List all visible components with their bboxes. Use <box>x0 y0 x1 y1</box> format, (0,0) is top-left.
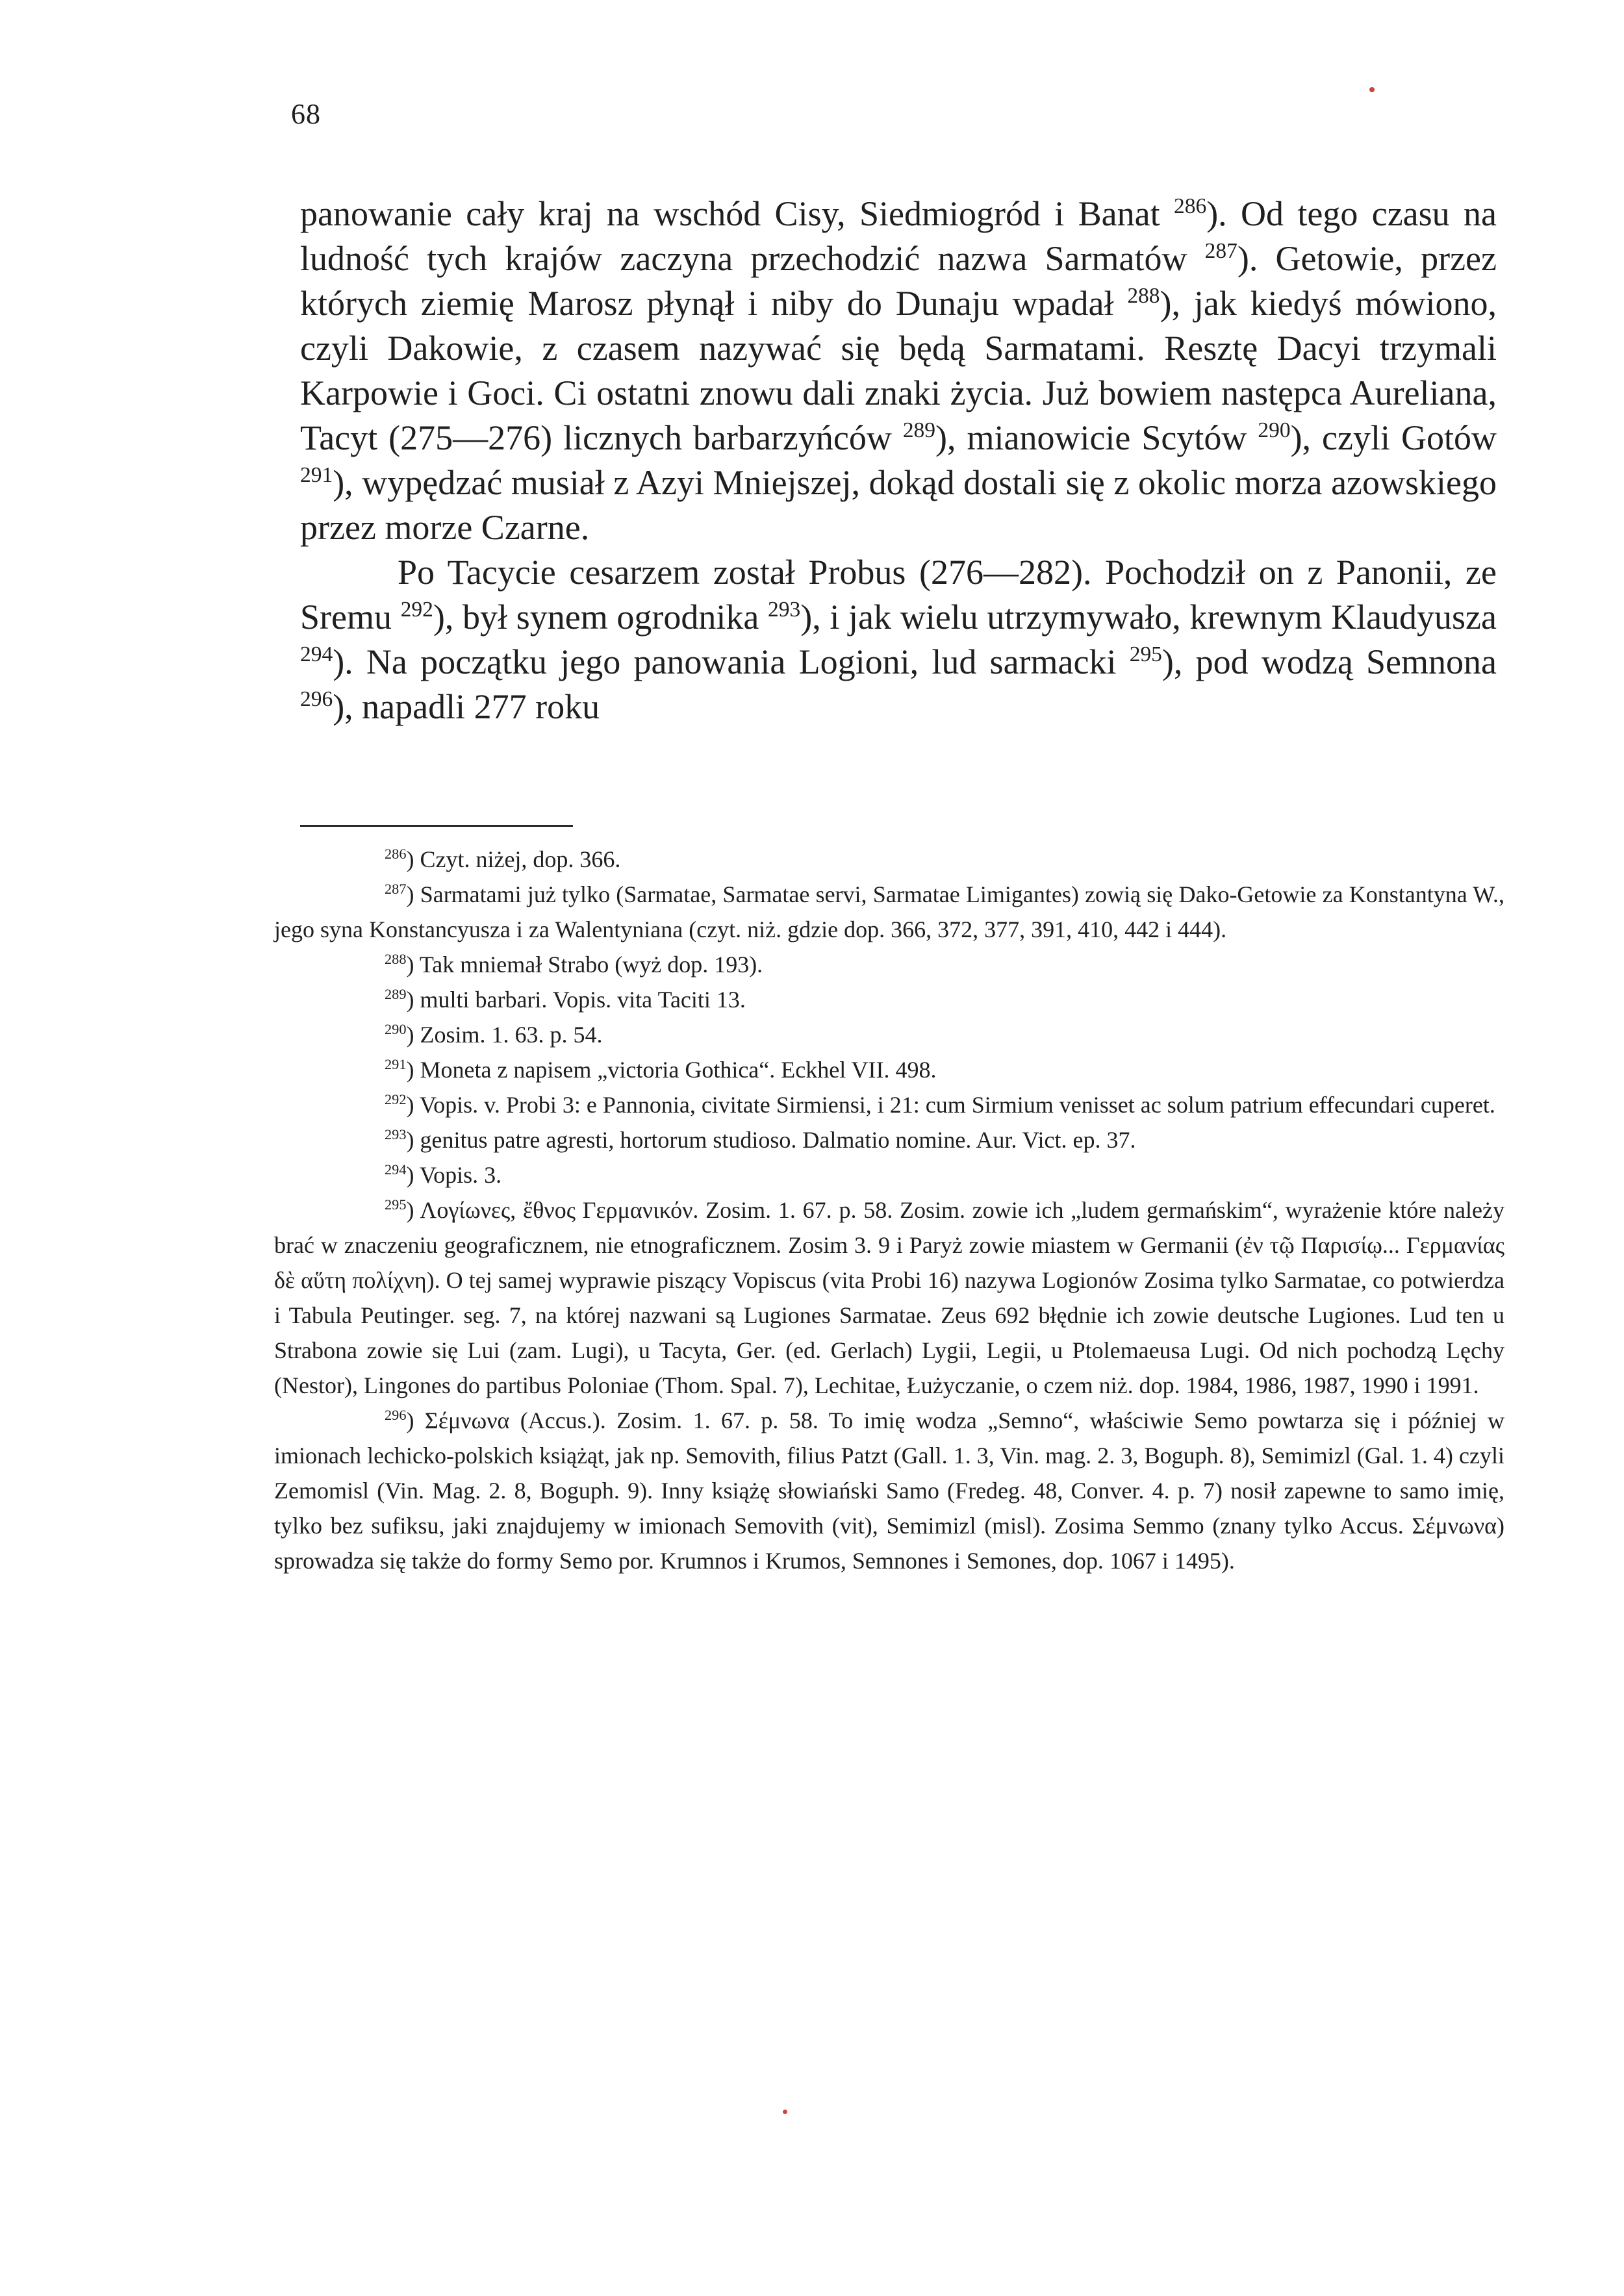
footnote-paren: ) <box>406 1127 420 1153</box>
body-text: ), napadli 277 roku <box>333 687 600 726</box>
footnote-text: Vopis. 3. <box>419 1162 502 1188</box>
footnote-paren: ) <box>406 952 420 978</box>
footnote <box>274 877 1504 947</box>
footnote-reference: 286 <box>1174 194 1207 218</box>
footnote-reference: 287 <box>1204 239 1237 263</box>
footnote-text: Sarmatami już tylko (Sarmatae, Sarmatae servi, Sarmatae Limigantes) zowią się Dako-Getowie za Konstantyna W., jego syna Konstancyusza i za Walentyniana (czyt. niż. gdzie dop. 366, 372, 377, 391, 410, 442 i 444). <box>274 881 1504 942</box>
body-text: ), i jak wielu utrzymywało, krewnym Klaudyusza <box>800 598 1497 637</box>
scan-speck <box>783 2110 787 2114</box>
body-text: ), mianowicie Scytów <box>935 418 1258 457</box>
footnote-paren: ) <box>406 846 420 872</box>
footnote <box>274 1403 1504 1578</box>
footnote-number: 287 <box>385 881 407 897</box>
footnote-paren: ) <box>406 1092 420 1118</box>
footnote <box>274 1157 1504 1192</box>
page-number: 68 <box>291 98 321 130</box>
body-text: ), jak kiedyś mówiono, czyli Dakowie, z czasem nazywać się będą Sarmatami. Resztę Dacyi trzymali Karpowie i Goci. Ci ostatni znowu dali znaki życia. Już bowiem następca Aureliana, Tacyt (275—276) licznych barbarzyńców <box>300 284 1497 457</box>
body-text: ). Na początku jego panowania Logioni, lud sarmacki <box>333 642 1130 681</box>
footnote-text: Czyt. niżej, dop. 366. <box>420 846 621 872</box>
footnote-number: 295 <box>385 1196 407 1213</box>
footnote <box>274 947 1504 982</box>
main-text <box>300 192 1497 729</box>
body-text: ), pod wodzą Semnona <box>1161 642 1497 681</box>
footnote-reference: 293 <box>768 598 801 622</box>
footnote-reference: 290 <box>1258 418 1291 442</box>
footnote <box>274 982 1504 1017</box>
footnote-reference: 295 <box>1129 642 1162 666</box>
scan-speck <box>1369 87 1375 92</box>
body-text: ). Od tego czasu na ludność tych krajów zaczyna przechodzić nazwa Sarmatów <box>300 194 1497 278</box>
footnote-number: 288 <box>385 951 407 967</box>
footnote <box>274 1122 1504 1157</box>
footnote <box>274 842 1504 877</box>
footnote-paren: ) <box>406 1407 425 1433</box>
body-text: panowanie cały kraj na wschód Cisy, Siedmiogród i Banat <box>300 194 1174 233</box>
footnote-number: 294 <box>385 1161 407 1178</box>
footnote-number: 291 <box>385 1056 407 1072</box>
footnote-separator <box>300 825 573 827</box>
body-paragraph <box>300 192 1497 550</box>
footnote <box>274 1017 1504 1052</box>
footnote-reference: 296 <box>300 687 333 711</box>
footnote-number: 292 <box>385 1091 407 1107</box>
footnote-number: 286 <box>385 846 407 862</box>
footnote-paren: ) <box>406 1022 420 1048</box>
footnote-text: Σέμνωνα (Accus.). Zosim. 1. 67. p. 58. To imię wodza „Semno“, właściwie Semo powtarza się i później w imionach lechicko-polskich książąt, jak np. Semovith, filius Patzt (Gall. 1. 3, Vin. mag. 2. 3, Boguph. 8), Semimizl (Gal. 1. 4) czyli Zemomisl (Vin. Mag. 2. 8, Boguph. 9). Inny książę słowiański Samo (Fredeg. 48, Conver. 4. p. 7) nosił zapewne to samo imię, tylko bez sufiksu, jaki znajdujemy w imionach Semovith (vit), Semimizl (misl). Zosima Semmo (znany tylko Accus. Σέμνωνα) sprowadza się także do formy Semo por. Krumnos i Krumos, Semnones i Semones, dop. 1067 i 1495). <box>274 1407 1504 1574</box>
footnote <box>274 1087 1504 1122</box>
footnote-reference: 288 <box>1127 284 1160 308</box>
footnote <box>274 1192 1504 1403</box>
footnote-paren: ) <box>406 1057 420 1083</box>
footnote-number: 293 <box>385 1126 407 1142</box>
body-text: Po Tacycie cesarzem został Probus (276—282). Pochodził on z Panonii, ze Sremu <box>300 553 1497 637</box>
footnote-reference: 294 <box>300 642 333 666</box>
body-text: ), był synem ogrodnika <box>433 598 768 637</box>
body-paragraph <box>300 550 1497 729</box>
body-text: ). Getowie, przez których ziemię Marosz płynął i niby do Dunaju wpadał <box>300 239 1497 323</box>
body-text: ), wypędzać musiał z Azyi Mniejszej, dokąd dostali się z okolic morza azowskiego przez morze Czarne. <box>300 463 1497 547</box>
footnote-text: Moneta z napisem „victoria Gothica“. Eckhel VII. 498. <box>420 1057 937 1083</box>
footnote-number: 290 <box>385 1021 407 1037</box>
footnote-text: Tak mniemał Strabo (wyż dop. 193). <box>419 952 763 978</box>
footnote-text: multi barbari. Vopis. vita Taciti 13. <box>420 987 746 1013</box>
footnotes <box>274 842 1504 1578</box>
footnote-number: 289 <box>385 986 407 1002</box>
footnote-paren: ) <box>406 1162 420 1188</box>
footnote-text: Zosim. 1. 63. p. 54. <box>420 1022 603 1048</box>
footnote <box>274 1052 1504 1087</box>
footnote-reference: 291 <box>300 463 333 487</box>
footnote-paren: ) <box>406 881 420 907</box>
footnote-number: 296 <box>385 1407 407 1423</box>
footnote-reference: 289 <box>902 418 936 442</box>
footnote-paren: ) <box>406 987 420 1013</box>
footnote-paren: ) <box>406 1197 420 1223</box>
body-text: ), czyli Gotów <box>1290 418 1497 457</box>
footnote-text: genitus patre agresti, hortorum studioso. Dalmatio nomine. Aur. Vict. ep. 37. <box>420 1127 1136 1153</box>
footnote-text: Vopis. v. Probi 3: e Pannonia, civitate Sirmiensi, i 21: cum Sirmium venisset ac solum patrium effecundari cuperet. <box>419 1092 1495 1118</box>
footnote-reference: 292 <box>400 598 433 622</box>
footnote-text: Λογίωνες, ἔθνος Γερμανικόν. Zosim. 1. 67. p. 58. Zosim. zowie ich „ludem germańskim“, wyrażenie które należy brać w znaczeniu geograficznem, nie etnograficznem. Zosim 3. 9 i Paryż zowie miastem w Germanii (ἐν τῷ Παρισίῳ... Γερμανίας δὲ αὕτη πολίχνη). O tej samej wyprawie piszący Vopiscus (vita Probi 16) nazywa Logionów Zosima tylko Sarmatae, co potwierdza i Tabula Peutinger. seg. 7, na której nazwani są Lugiones Sarmatae. Zeus 692 błędnie ich zowie deutsche Lugiones. Lud ten u Strabona zowie się Lui (zam. Lugi), u Tacyta, Ger. (ed. Gerlach) Lygii, Legii, u Ptolemaeusa Lugi. Od nich pochodzą Lęchy (Nestor), Lingones do partibus Poloniae (Thom. Spal. 7), Lechitae, Łużyczanie, o czem niż. dop. 1984, 1986, 1987, 1990 i 1991. <box>274 1197 1504 1398</box>
